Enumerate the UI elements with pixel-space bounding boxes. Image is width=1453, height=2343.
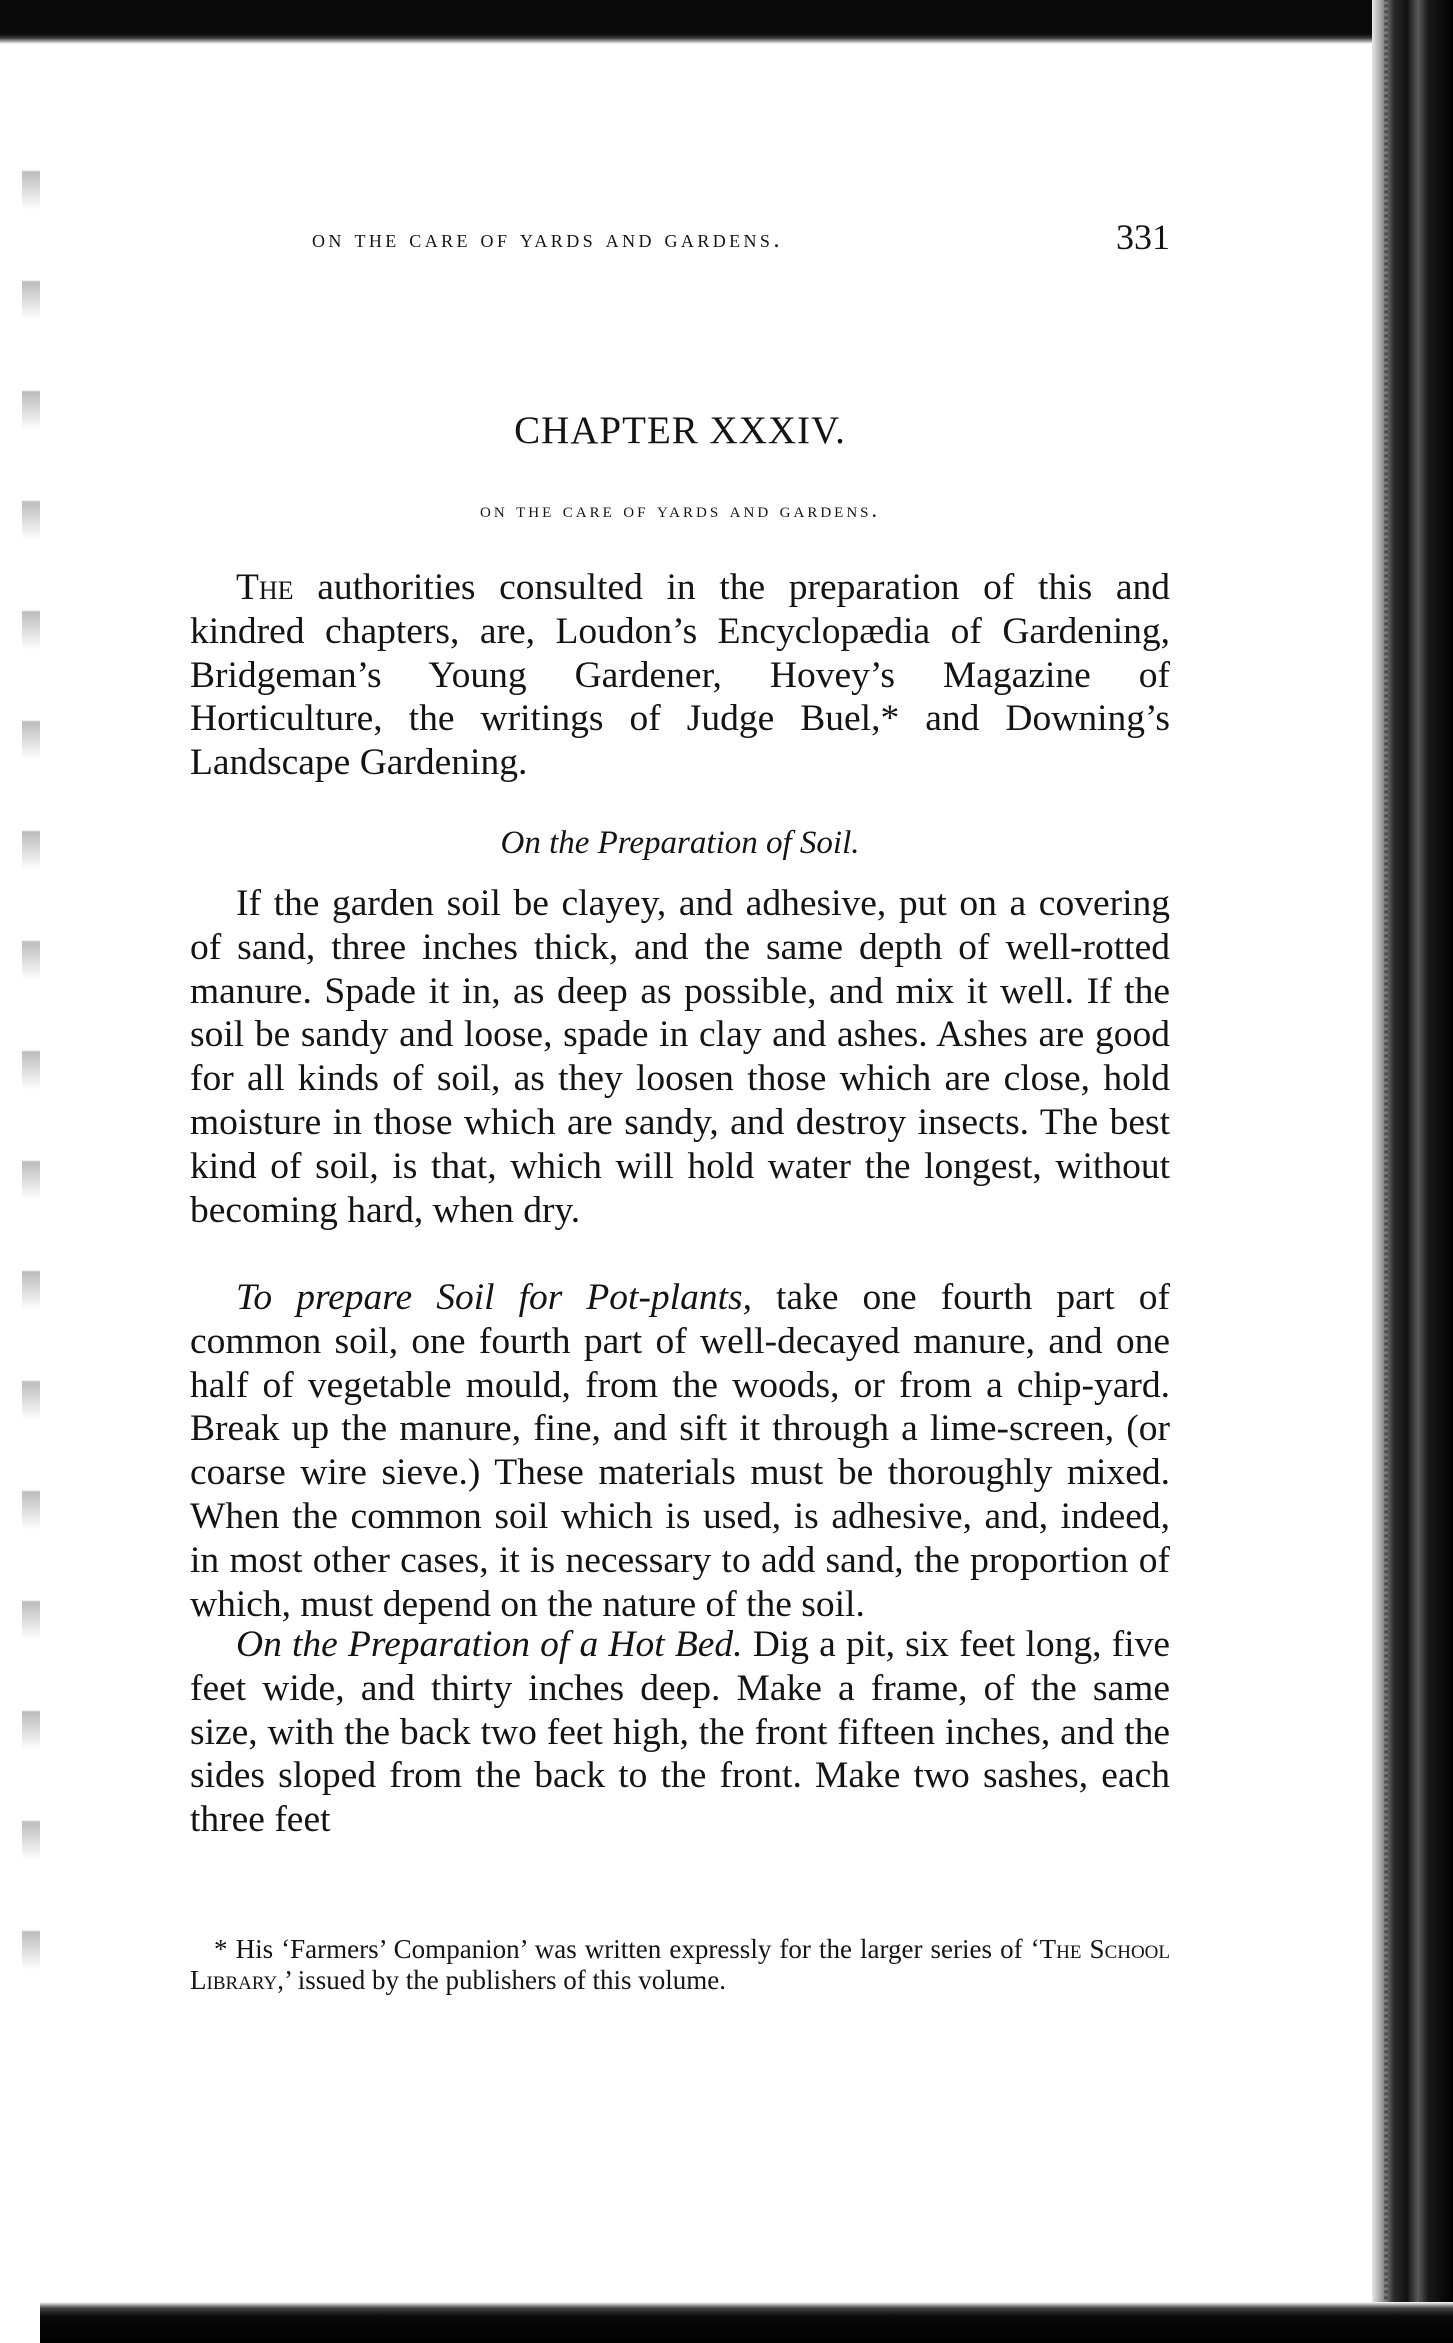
paragraph-pot-plants-lead: To prepare Soil for Pot-plants, <box>236 1277 752 1318</box>
footnote-series-name: The School Library <box>190 1934 1171 1995</box>
running-head-title: on the care of yards and gardens. <box>312 226 783 253</box>
scan-top-border <box>0 0 1453 44</box>
chapter-title: CHAPTER XXXIV. <box>514 409 846 452</box>
paragraph-hot-bed-lead: On the Preparation of a Hot Bed. <box>236 1624 743 1665</box>
running-head <box>190 210 1170 270</box>
paragraph-intro <box>190 566 1170 785</box>
paragraph-hot-bed <box>190 1623 1170 1842</box>
section-heading: On the Preparation of Soil. <box>500 825 860 861</box>
footnote-text-start: * His ‘Farmers’ Companion’ was written expressly for the larger series of ‘ <box>214 1934 1040 1964</box>
paragraph-intro-lead: The <box>236 567 294 608</box>
paragraph-pot-plants <box>190 1276 1170 1626</box>
paragraph-pot-plants-text: take one fourth part of common soil, one fourth part of well-decayed manure, and one half of vegetable mould, from the woods, or from a chip-yard. Break up the manure, fine, and sift it through a lime-screen, (or coarse wire sieve.) These materials must be thoroughly mixed. When the common soil which is used, is adhesive, and, indeed, in most other cases, it is necessary to add sand, the proportion of which, must depend on the nature of the soil. <box>190 1277 1170 1625</box>
paragraph-hot-bed-text: Dig a pit, six feet long, five feet wide, and thirty inches deep. Make a frame, of the same size, with the back two feet high, the front fifteen inches, and the sides sloped from the back to the front. Make two sashes, each three feet <box>190 1624 1170 1841</box>
book-spine-edge <box>1372 0 1453 2343</box>
footnote-text-end: ,’ issued by the publishers of this volume. <box>277 1965 726 1995</box>
paragraph-soil: If the garden soil be clayey, and adhesive, put on a covering of sand, three inches thick, and the same depth of well-rotted manure. Spade it in, as deep as possible, and mix it well. If the soil be sandy and loose, spade in clay and ashes. Ashes are good for all kinds of soil, as they loosen those which are close, hold moisture in those which are sandy, and destroy insects. The best kind of soil, is that, which will hold water the longest, without becoming hard, when dry. <box>190 883 1170 1231</box>
chapter-subtitle: on the care of yards and gardens. <box>479 497 881 522</box>
paragraph-intro-text: authorities consulted in the preparation of this and kindred chapters, are, Loudon’s Encyclopædia of Gardening, Bridgeman’s Young Gardener, Hovey’s Magazine of Horticulture, the writings of Judge Buel,* and Downing’s Landscape Gardening. <box>190 567 1170 784</box>
footnote <box>190 1934 1170 1996</box>
scan-bottom-border <box>40 2302 1453 2343</box>
page-number: 331 <box>1116 217 1170 257</box>
scan-left-edge <box>22 100 40 2000</box>
